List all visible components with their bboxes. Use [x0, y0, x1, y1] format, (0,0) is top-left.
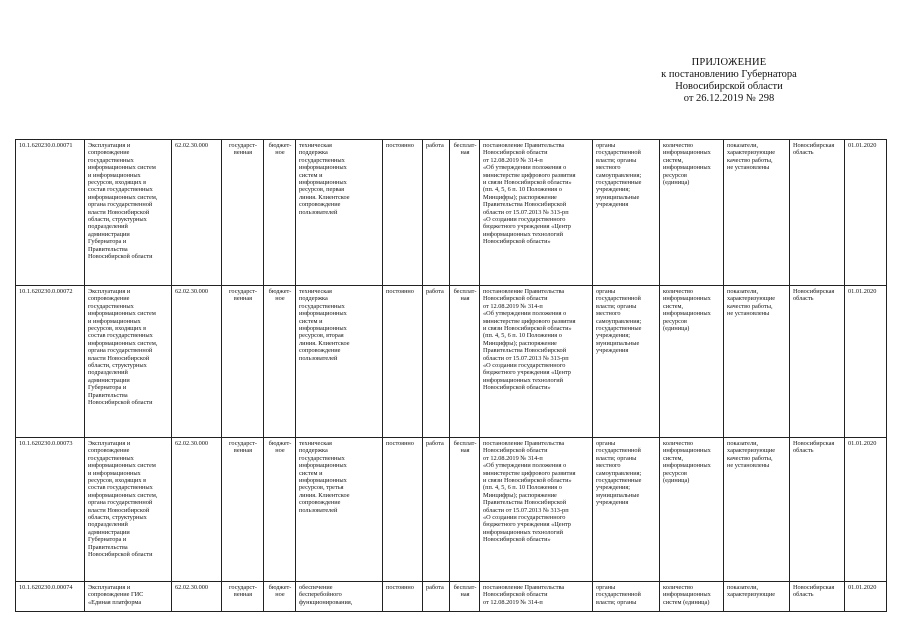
services-table: [15, 139, 887, 612]
cell-okved: 62.02.30.000: [172, 438, 222, 582]
cell-budget: бюджет- ное: [264, 582, 296, 612]
cell-date: 01.01.2020: [845, 286, 887, 438]
cell-region: Новосибирская область: [790, 140, 845, 286]
cell-type: государст- венная: [222, 286, 264, 438]
cell-code: 10.1.620230.0.00072: [16, 286, 85, 438]
cell-basis: постановление Правительства Новосибирской области от 12.08.2019 № 314-п «Об утверждении положения о министерстве цифрового развития и связи Новосибирской области» (пп. 4, 5, 6 п. 10 Положения о Минцифры); распоряжение Правительства Новосибирской области от 15.07.2013 № 313-рп «О создании государственного бюджетного учреждения «Центр информационных технологий Новосибирской области»: [480, 438, 593, 582]
cell-budget: бюджет- ное: [264, 140, 296, 286]
cell-pay: бесплат- ная: [450, 582, 480, 612]
cell-okved: 62.02.30.000: [172, 286, 222, 438]
cell-kind: работа: [423, 286, 450, 438]
cell-region: Новосибирская область: [790, 438, 845, 582]
table-row: [16, 582, 887, 612]
cell-consumers: органы государственной власти; органы местного самоуправления; государственные учреждения; муниципальные учреждения: [593, 438, 660, 582]
appendix-title: ПРИЛОЖЕНИЕ: [691, 57, 767, 68]
cell-basis: постановление Правительства Новосибирской области от 12.08.2019 № 314-п: [480, 582, 593, 612]
cell-code: 10.1.620230.0.00071: [16, 140, 85, 286]
cell-mode: постоянно: [383, 140, 423, 286]
cell-kind: работа: [423, 140, 450, 286]
cell-mode: постоянно: [383, 438, 423, 582]
cell-volume: количество информационных систем (единица): [660, 582, 724, 612]
cell-content: обеспечение бесперебойного функционирования,: [296, 582, 383, 612]
cell-name: Эксплуатация и сопровождение государственных информационных систем и информационных ресурсов, входящих в состав государственных информационных систем, органа государственной власти Новосибирской области, структурных подразделений администрации Губернатора и Правительства Новосибирской области: [85, 438, 172, 582]
cell-content: техническая поддержка государственных информационных систем и информационных ресурсов, вторая линия. Клиентское сопровождение пользователей: [296, 286, 383, 438]
cell-date: 01.01.2020: [845, 140, 887, 286]
appendix-ref-line2: Новосибирской области: [675, 81, 783, 92]
cell-quality: показатели, характеризующие: [724, 582, 790, 612]
cell-budget: бюджет- ное: [264, 438, 296, 582]
table-row: [16, 286, 887, 438]
appendix-ref-line3: от 26.12.2019 № 298: [683, 93, 775, 104]
cell-basis: постановление Правительства Новосибирской области от 12.08.2019 № 314-п «Об утверждении положения о министерстве цифрового развития и связи Новосибирской области» (пп. 4, 5, 6 п. 10 Положения о Минцифры); распоряжение Правительства Новосибирской области от 15.07.2013 № 313-рп «О создании государственного бюджетного учреждения «Центр информационных технологий Новосибирской области»: [480, 140, 593, 286]
cell-consumers: органы государственной власти; органы местного самоуправления; государственные учреждения; муниципальные учреждения: [593, 140, 660, 286]
cell-basis: постановление Правительства Новосибирской области от 12.08.2019 № 314-п «Об утверждении положения о министерстве цифрового развития и связи Новосибирской области» (пп. 4, 5, 6 п. 10 Положения о Минцифры); распоряжение Правительства Новосибирской области от 15.07.2013 № 313-рп «О создании государственного бюджетного учреждения «Центр информационных технологий Новосибирской области»: [480, 286, 593, 438]
cell-volume: количество информационных систем, информационных ресурсов (единица): [660, 140, 724, 286]
cell-consumers: органы государственной власти; органы местного самоуправления; государственные учреждения; муниципальные учреждения: [593, 286, 660, 438]
cell-volume: количество информационных систем, информационных ресурсов (единица): [660, 286, 724, 438]
cell-volume: количество информационных систем, информационных ресурсов (единица): [660, 438, 724, 582]
cell-budget: бюджет- ное: [264, 286, 296, 438]
cell-mode: постоянно: [383, 286, 423, 438]
cell-okved: 62.02.30.000: [172, 582, 222, 612]
cell-kind: работа: [423, 438, 450, 582]
cell-type: государст- венная: [222, 140, 264, 286]
cell-code: 10.1.620230.0.00073: [16, 438, 85, 582]
cell-pay: бесплат- ная: [450, 286, 480, 438]
cell-region: Новосибирская область: [790, 286, 845, 438]
table-row: [16, 140, 887, 286]
cell-date: 01.01.2020: [845, 582, 887, 612]
cell-quality: показатели, характеризующие качество работы, не установлены: [724, 140, 790, 286]
cell-kind: работа: [423, 582, 450, 612]
cell-content: техническая поддержка государственных информационных систем и информационных ресурсов, третья линия. Клиентское сопровождение пользователей: [296, 438, 383, 582]
cell-name: Эксплуатация и сопровождение ГИС «Единая платформа: [85, 582, 172, 612]
cell-name: Эксплуатация и сопровождение государственных информационных систем и информационных ресурсов, входящих в состав государственных информационных систем, органа государственной власти Новосибирской области, структурных подразделений администрации Губернатора и Правительства Новосибирской области: [85, 140, 172, 286]
cell-pay: бесплат- ная: [450, 140, 480, 286]
cell-pay: бесплат- ная: [450, 438, 480, 582]
cell-okved: 62.02.30.000: [172, 140, 222, 286]
cell-consumers: органы государственной власти; органы: [593, 582, 660, 612]
cell-content: техническая поддержка государственных информационных систем и информационных ресурсов, первая линия. Клиентское сопровождение пользователей: [296, 140, 383, 286]
cell-type: государст- венная: [222, 438, 264, 582]
appendix-ref-line1: к постановлению Губернатора: [661, 69, 797, 80]
cell-date: 01.01.2020: [845, 438, 887, 582]
table-row: [16, 438, 887, 582]
cell-code: 10.1.620230.0.00074: [16, 582, 85, 612]
cell-quality: показатели, характеризующие качество работы, не установлены: [724, 438, 790, 582]
cell-type: государст- венная: [222, 582, 264, 612]
cell-quality: показатели, характеризующие качество работы, не установлены: [724, 286, 790, 438]
document-header: [609, 57, 849, 105]
cell-region: Новосибирская область: [790, 582, 845, 612]
cell-name: Эксплуатация и сопровождение государственных информационных систем и информационных ресурсов, входящих в состав государственных информационных систем, органа государственной власти Новосибирской области, структурных подразделений администрации Губернатора и Правительства Новосибирской области: [85, 286, 172, 438]
cell-mode: постоянно: [383, 582, 423, 612]
